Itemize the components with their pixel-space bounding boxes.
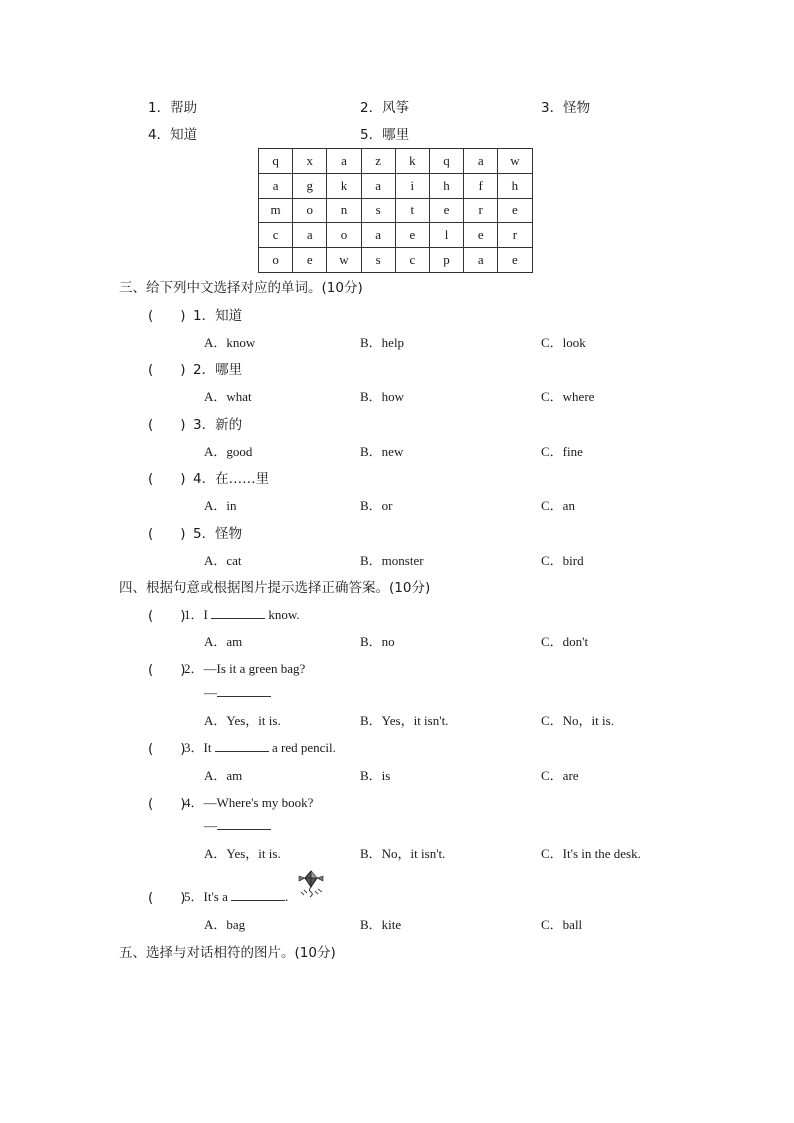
grid-cell: e bbox=[464, 223, 498, 248]
option-c[interactable]: C．where bbox=[541, 389, 595, 404]
option-b[interactable]: B．No，it isn't. bbox=[360, 846, 446, 861]
option-b[interactable]: B．how bbox=[360, 389, 405, 404]
grid-cell: i bbox=[395, 173, 429, 198]
option-b[interactable]: B．kite bbox=[360, 917, 402, 932]
grid-cell: g bbox=[293, 173, 327, 198]
question-number: 5． bbox=[184, 889, 204, 904]
option-c[interactable]: C．ball bbox=[541, 917, 583, 932]
grid-cell: r bbox=[498, 223, 532, 248]
wordsearch-grid bbox=[258, 148, 533, 273]
option-a[interactable]: A．am bbox=[204, 768, 243, 783]
fill-blank[interactable] bbox=[231, 889, 285, 901]
answer-paren[interactable]: ( ) bbox=[148, 417, 186, 433]
answer-paren[interactable]: ( ) bbox=[148, 662, 186, 678]
section-5-title: 五、选择与对话相符的图片。(10分) bbox=[119, 945, 336, 961]
clue-4: 4．知道 bbox=[148, 127, 198, 143]
option-b[interactable]: B．is bbox=[360, 768, 391, 783]
clue-5: 5．哪里 bbox=[360, 127, 410, 143]
grid-cell: a bbox=[464, 248, 498, 273]
grid-cell: t bbox=[395, 198, 429, 223]
option-c[interactable]: C．fine bbox=[541, 444, 583, 459]
grid-row bbox=[259, 149, 533, 174]
question-line bbox=[184, 658, 305, 677]
question-line bbox=[184, 737, 336, 756]
grid-cell: e bbox=[498, 248, 532, 273]
question-text: It's a bbox=[203, 889, 228, 904]
option-c[interactable]: C．are bbox=[541, 768, 579, 783]
grid-cell: a bbox=[327, 149, 361, 174]
grid-cell: f bbox=[464, 173, 498, 198]
grid-row bbox=[259, 198, 533, 223]
question-number: 3． bbox=[184, 740, 204, 755]
grid-cell: x bbox=[293, 149, 327, 174]
answer-paren[interactable]: ( ) bbox=[148, 362, 186, 378]
question-stem: 5．怪物 bbox=[193, 526, 243, 542]
answer-paren[interactable]: ( ) bbox=[148, 796, 186, 812]
question-text: It bbox=[203, 740, 212, 755]
option-b[interactable]: B．or bbox=[360, 498, 393, 513]
option-a[interactable]: A．bag bbox=[204, 917, 246, 932]
grid-cell: o bbox=[327, 223, 361, 248]
grid-cell: w bbox=[498, 149, 532, 174]
answer-line bbox=[204, 685, 271, 701]
question-stem: 1．知道 bbox=[193, 308, 243, 324]
grid-cell: o bbox=[259, 248, 293, 273]
question-number: 2． bbox=[184, 661, 204, 676]
option-b[interactable]: B．no bbox=[360, 634, 395, 649]
question-number: 4． bbox=[184, 795, 204, 810]
grid-cell: c bbox=[395, 248, 429, 273]
option-b[interactable]: B．new bbox=[360, 444, 404, 459]
question-text: —Is it a green bag? bbox=[203, 661, 306, 676]
grid-cell: a bbox=[259, 173, 293, 198]
question-text: . bbox=[285, 889, 289, 904]
grid-cell: c bbox=[259, 223, 293, 248]
clue-1: 1．帮助 bbox=[148, 100, 198, 116]
grid-cell: q bbox=[429, 149, 463, 174]
dash: — bbox=[204, 818, 217, 833]
grid-cell: q bbox=[259, 149, 293, 174]
fill-blank[interactable] bbox=[217, 685, 271, 697]
option-a[interactable]: A．what bbox=[204, 389, 252, 404]
option-a[interactable]: A．Yes，it is. bbox=[204, 713, 281, 728]
option-c[interactable]: C．don't bbox=[541, 634, 589, 649]
grid-cell: a bbox=[361, 223, 395, 248]
grid-cell: h bbox=[429, 173, 463, 198]
fill-blank[interactable] bbox=[217, 818, 271, 830]
grid-cell: m bbox=[259, 198, 293, 223]
clue-2: 2．风筝 bbox=[360, 100, 410, 116]
option-a[interactable]: A．Yes，it is. bbox=[204, 846, 281, 861]
grid-cell: e bbox=[498, 198, 532, 223]
clue-3: 3．怪物 bbox=[541, 100, 591, 116]
answer-paren[interactable]: ( ) bbox=[148, 608, 186, 624]
question-text: I bbox=[203, 607, 208, 622]
fill-blank[interactable] bbox=[211, 607, 265, 619]
grid-row bbox=[259, 248, 533, 273]
option-a[interactable]: A．cat bbox=[204, 553, 242, 568]
answer-paren[interactable]: ( ) bbox=[148, 308, 186, 324]
grid-cell: o bbox=[293, 198, 327, 223]
grid-cell: h bbox=[498, 173, 532, 198]
grid-cell: e bbox=[429, 198, 463, 223]
option-c[interactable]: C．No，it is. bbox=[541, 713, 614, 728]
answer-line bbox=[204, 818, 271, 834]
question-line bbox=[184, 792, 313, 811]
option-c[interactable]: C．an bbox=[541, 498, 575, 513]
option-c[interactable]: C．bird bbox=[541, 553, 584, 568]
grid-cell: p bbox=[429, 248, 463, 273]
option-a[interactable]: A．in bbox=[204, 498, 237, 513]
question-stem: 3．新的 bbox=[193, 417, 243, 433]
question-stem: 2．哪里 bbox=[193, 362, 243, 378]
grid-cell: w bbox=[327, 248, 361, 273]
grid-row bbox=[259, 223, 533, 248]
grid-cell: s bbox=[361, 198, 395, 223]
option-b[interactable]: B．help bbox=[360, 335, 405, 350]
question-stem: 4．在……里 bbox=[193, 471, 270, 487]
section-4-title: 四、根据句意或根据图片提示选择正确答案。(10分) bbox=[119, 580, 431, 596]
answer-paren[interactable]: ( ) bbox=[148, 471, 186, 487]
grid-cell: r bbox=[464, 198, 498, 223]
question-number: 1． bbox=[184, 607, 204, 622]
option-c[interactable]: C．It's in the desk. bbox=[541, 846, 641, 861]
grid-cell: a bbox=[361, 173, 395, 198]
grid-cell: a bbox=[464, 149, 498, 174]
grid-cell: n bbox=[327, 198, 361, 223]
grid-cell: a bbox=[293, 223, 327, 248]
grid-cell: l bbox=[429, 223, 463, 248]
answer-paren[interactable]: ( ) bbox=[148, 526, 186, 542]
section-3-title: 三、给下列中文选择对应的单词。(10分) bbox=[119, 280, 363, 296]
grid-cell: k bbox=[395, 149, 429, 174]
grid-cell: k bbox=[327, 173, 361, 198]
option-b[interactable]: B．monster bbox=[360, 553, 424, 568]
fill-blank[interactable] bbox=[215, 740, 269, 752]
grid-cell: z bbox=[361, 149, 395, 174]
option-a[interactable]: A．am bbox=[204, 634, 243, 649]
answer-paren[interactable]: ( ) bbox=[148, 890, 186, 906]
question-text: —Where's my book? bbox=[203, 795, 314, 810]
grid-row bbox=[259, 173, 533, 198]
question-line bbox=[184, 604, 300, 623]
grid-cell: e bbox=[395, 223, 429, 248]
grid-cell: s bbox=[361, 248, 395, 273]
grid-cell: e bbox=[293, 248, 327, 273]
question-text: a red pencil. bbox=[271, 740, 336, 755]
dash: — bbox=[204, 685, 217, 700]
option-a[interactable]: A．know bbox=[204, 335, 256, 350]
answer-paren[interactable]: ( ) bbox=[148, 741, 186, 757]
option-c[interactable]: C．look bbox=[541, 335, 586, 350]
option-a[interactable]: A．good bbox=[204, 444, 253, 459]
option-b[interactable]: B．Yes，it isn't. bbox=[360, 713, 449, 728]
question-text: know. bbox=[268, 607, 300, 622]
kite-icon bbox=[295, 868, 327, 900]
question-line bbox=[184, 886, 288, 905]
